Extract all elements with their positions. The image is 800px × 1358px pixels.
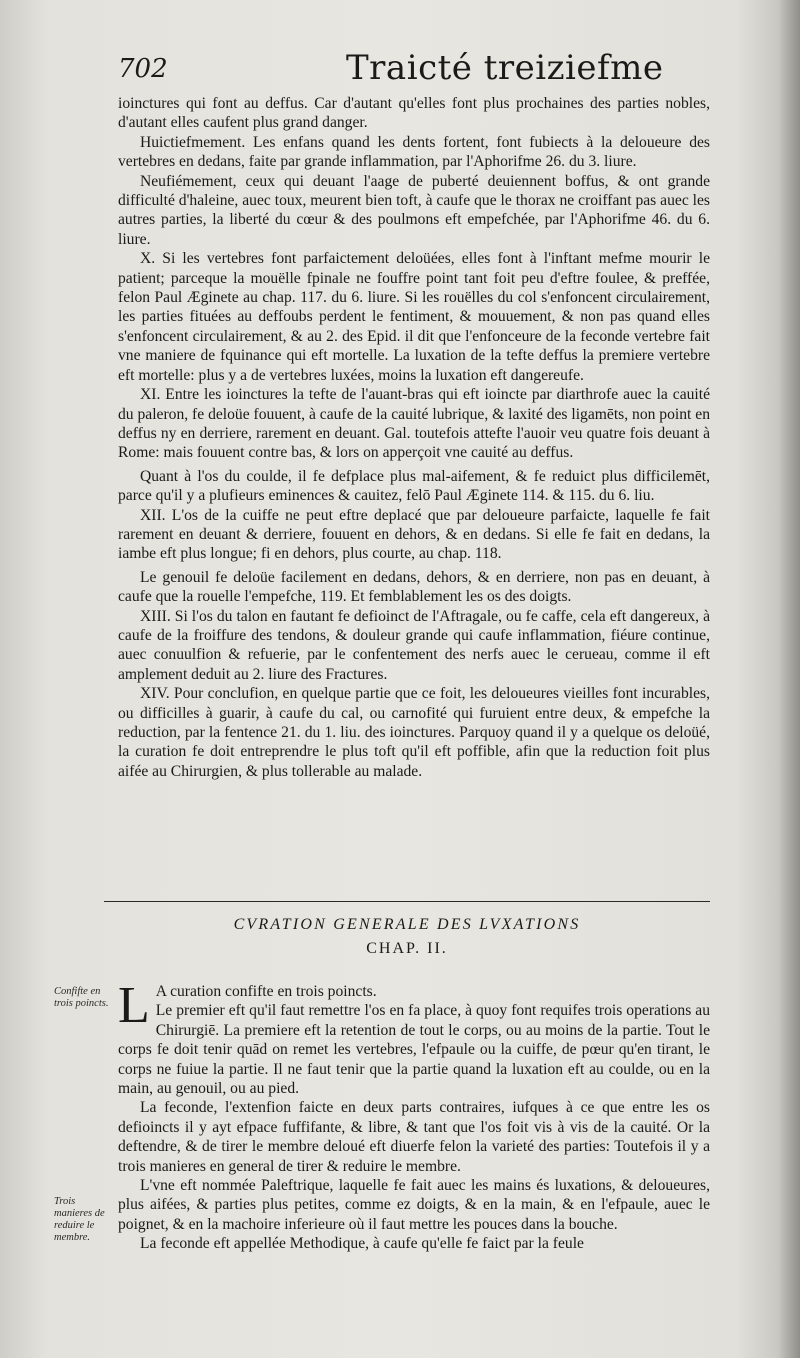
paragraph: Huictiefmement. Les enfans quand les dents fortent, font fubiects à la deloueure des vertebres en dedans, faite par grande inflammation, par l'Aphorifme 26. du 3. liure. (118, 133, 710, 171)
page-header (118, 48, 708, 98)
running-title: Traicté treiziefme (346, 48, 664, 88)
paragraph: XIV. Pour conclufion, en quelque partie que ce foit, les deloueures vieilles font incurables, ou difficilles à guarir, à caufe du cal, ou carnofité qui furuient entre deux, & empefche la reduction, par la fentence 21. du 1. liu. des ioinctures. Parquoy quand il y a quelque os deloüé, la curation fe doit entreprendre le plus toft qu'il eft poffible, afin que la reduction foit plus aifée au Chirurgien, & plus tollerable au malade. (118, 685, 710, 780)
paragraph: Le premier eft qu'il faut remettre l'os en fa place, à quoy font requifes trois operations au Chirurgiē. La premiere eft la retention de tout le corps, ou au moins de la partie. Tout le corps fe doit tenir quād on remet les vertebres, l'efpaule ou la cuiffe, de pœur qu'en tirant, le corps ne fuiue la partie. Il ne faut tenir que la partie quand la luxation eft au coulde, ou en la main, au genouil, ou au pied. (118, 1002, 710, 1098)
paragraph: XIII. Si l'os du talon en fautant fe defioinct de l'Aftragale, ou fe caffe, cela eft dangereux, à caufe de la froiffure des tendons, & douleur grande qui caufe inflammation, fiéure continue, auec conuulfion & refuerie, par le confentement des nerfs auec le cerueau, comme il eft amplement deduit au 2. liure des Fractures. (118, 607, 710, 683)
page-gutter-shadow (778, 0, 800, 1358)
paragraph: A curation confifte en trois poincts. (155, 983, 377, 1000)
drop-cap: L (118, 977, 150, 1034)
paragraph: XI. Entre les ioinctures la tefte de l'auant-bras qui eft ioincte par diarthrofe auec la cauité du paleron, fe deloüe fouuent, à caufe de la cauité lubrique, & laxité des ligamēts, non point en deffus ny en derriere, rarement en deuant. Gal. toutefois attefte l'auoir veu quatre fois deuant à Rome: mais fouuent contre bas, & lors on apperçoit vne cauité au deffus. (118, 386, 710, 462)
section-text (118, 977, 710, 1254)
page-number: 702 (118, 54, 168, 84)
section-divider (104, 901, 710, 902)
paragraph: Quant à l'os du coulde, il fe defplace plus mal-aifement, & fe reduict plus difficilemēt, parce qu'il y a plufieurs eminences & cauitez, felō Paul Æginete 114. & 115. du 6. liu. (118, 467, 710, 505)
section-title: CVRATION GENERALE DES LVXATIONS (233, 916, 581, 933)
main-text (118, 94, 710, 781)
paragraph: XII. L'os de la cuiffe ne peut eftre deplacé que par deloueure parfaicte, laquelle fe fait rarement en deuant & derriere, fouuent en dehors, & en dedans. Si elle fe fait en dedans, la iambe eft plus longue; fi en dehors, plus courte, au chap. 118. (118, 506, 710, 563)
paragraph: L'vne eft nommée Paleftrique, laquelle fe fait auec les mains és luxations, & deloueures, plus aifées, & parties plus petites, comme ez doigts, & en la main, & en l'efpaule, auec le poignet, & en la machoire inferieure où il faut mettre les pouces dans la bouche. (118, 1177, 710, 1233)
margin-note: Confifte en trois poincts. (54, 986, 109, 1009)
chapter-heading: CHAP. II. (366, 940, 448, 957)
paragraph: La feconde eft appellée Methodique, à caufe qu'elle fe faict par la feule (140, 1235, 584, 1253)
paragraph: X. Si les vertebres font parfaictement deloüées, elles font à l'inftant mefme mourir le patient; parceque la mouëlle fpinale ne fouffre point tant foit peu d'eftre foulee, & preffée, felon Paul Æginete au chap. 117. du 6. liure. Si les rouëlles du col s'enfoncent circulairement, les parties fituées au deffoubs perdent le fentiment, & mouuement, & non pas quand elles s'enfoncent circulairement, & au 2. des Epid. il dit que l'enfonceure de la feconde vertebre fait vne maniere de fquinance qui eft mortelle. La luxation de la tefte deffus la premiere vertebre eft mortelle: plus y a de vertebres luxées, moins la luxation eft dangereufe. (118, 250, 710, 384)
paragraph: ioinctures qui font au deffus. Car d'autant qu'elles font plus prochaines des parties nobles, d'autant elles caufent plus grand danger. (118, 95, 710, 132)
margin-note: Trois manieres de reduire le membre. (54, 1196, 105, 1243)
paragraph: Le genouil fe deloüe facilement en dedans, dehors, & en derriere, non pas en deuant, à caufe que la rouelle l'empefche, 119. Et femblablement les os des doigts. (118, 568, 710, 606)
paragraph: Neufiémement, ceux qui deuant l'aage de puberté deuiennent boffus, & ont grande difficulté d'haleine, auec toux, meurent bien toft, à caufe que le thorax ne croiffant pas auec les autres parties, la liberté du cœur & des poulmons eft empefchée, par l'Aphorifme 46. du 6. liure. (118, 172, 710, 248)
paragraph: La feconde, l'extenfion faicte en deux parts contraires, iufques à ce que entre les os defioincts il y ayt efpace fuffifante, & libre, & tant que l'os foit vis à vis de la cauité. Or la deftendre, & de tirer le membre deloué eft diuerfe felon la varieté des parties: Toutefois il y a trois manieres en general de tirer & reduire le membre. (118, 1099, 710, 1175)
